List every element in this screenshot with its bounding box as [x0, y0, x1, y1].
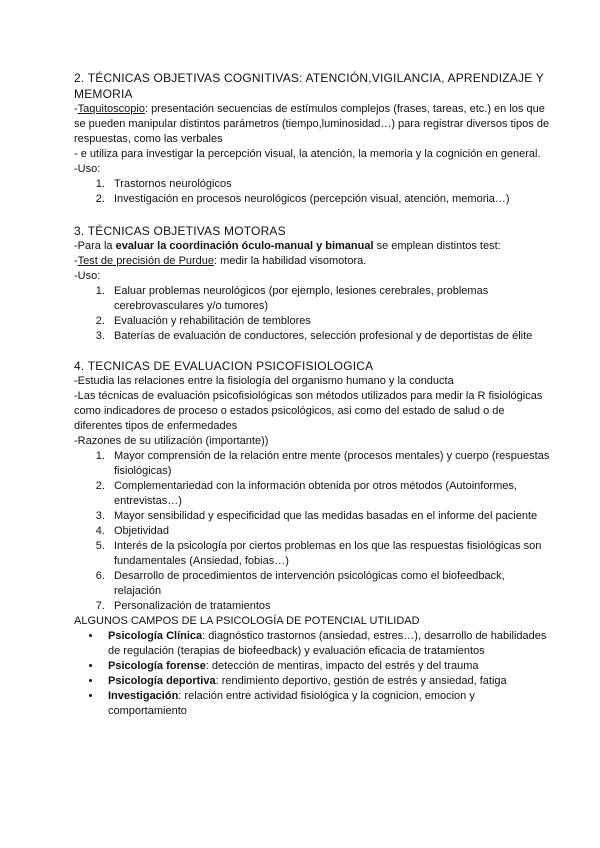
coordination-bold-text: evaluar la coordinación óculo-manual y bimanual: [115, 240, 374, 252]
field-text: : rendimiento deportivo, gestión de estrés y ansiedad, fatiga: [215, 675, 507, 687]
list-item: [102, 659, 550, 674]
taquitoscopio-term: Taquitoscopio: [77, 103, 145, 115]
list-item: [102, 629, 550, 659]
text: : medir la habilidad visomotora.: [214, 255, 367, 267]
section-4-line-1: -Estudia las relaciones entre la fisiología del organismo humano y la conducta: [74, 375, 454, 387]
section-4-line-2: -Las técnicas de evaluación psicofisiológicas son métodos utilizados para medir la R fisiológicas como indicadores de proceso o estados psicológicos, asi como del estado de salud o de diferentes tipos de enfermedades: [74, 390, 543, 432]
field-text: : relación entre actividad fisiológica y la cognicion, emocion y comportamiento: [108, 690, 475, 717]
section-2-uso-label: -Uso:: [74, 163, 101, 175]
dash: -: [74, 103, 78, 115]
list-item: 7. Personalización de tratamientos: [108, 599, 550, 614]
list-item: 4. Objetividad: [108, 524, 550, 539]
section-3-uso-list: [74, 284, 550, 344]
text: se emplean distintos test:: [373, 240, 501, 252]
section-2-title: 2. TÉCNICAS OBJETIVAS COGNITIVAS: ATENCIÓN,VIGILANCIA, APRENDIZAJE Y MEMORIA: [74, 71, 544, 101]
purdue-paragraph: [74, 254, 550, 269]
list-item: 6. Desarrollo de procedimientos de intervención psicológicas como el biofeedback, relajación: [108, 569, 550, 599]
reasons-list: [74, 449, 550, 614]
text: -Para la: [74, 240, 116, 252]
section-4-title: 4. TECNICAS DE EVALUACION PSICOFISIOLOGICA: [74, 359, 374, 373]
section-2-uso-list: [74, 177, 550, 207]
list-item: 2. Complementariedad con la información obtenida por otros métodos (Autoinformes, entrevistas…): [108, 479, 550, 509]
list-item: 5. Interés de la psicología por ciertos problemas en los que las respuestas fisiológicas son fundamentales (Ansiedad, fobias…): [108, 539, 550, 569]
fields-list: [74, 629, 550, 719]
field-name: Psicología deportiva: [108, 675, 216, 687]
list-item: 1. Ealuar problemas neurológicos (por ejemplo, lesiones cerebrales, problemas cerebrovasculares y/o tumores): [108, 284, 550, 314]
field-name: Psicología forense: [108, 660, 206, 672]
section-4-line-3: -Razones de su utilización (importante)): [74, 435, 269, 447]
section-3-title: 3. TÉCNICAS OBJETIVAS MOTORAS: [74, 224, 286, 238]
fields-title: ALGUNOS CAMPOS DE LA PSICOLOGÍA DE POTENCIAL UTILIDAD: [74, 615, 420, 627]
list-item: [102, 689, 550, 719]
list-item: 1. Mayor comprensión de la relación entre mente (procesos mentales) y cuerpo (respuestas fisiológicas): [108, 449, 550, 479]
purdue-term: Test de precisión de Purdue: [77, 255, 215, 267]
coordination-paragraph: [74, 239, 550, 254]
list-item: 1. Trastornos neurológicos: [108, 177, 550, 192]
list-item: 2. Investigación en procesos neurológicos (percepción visual, atención, memoria…): [108, 192, 550, 207]
taquitoscopio-paragraph: [74, 102, 550, 147]
field-name: Psicología Clínica: [108, 630, 203, 642]
list-item: 3. Baterías de evaluación de conductores, selección profesional y de deportistas de élite: [108, 329, 550, 344]
section-2-usage-note: - e utiliza para investigar la percepción visual, la atención, la memoria y la cognición en general.: [74, 148, 541, 160]
list-item: 3. Mayor sensibilidad y especificidad que las medidas basadas en el informe del paciente: [108, 509, 550, 524]
field-name: Investigación: [108, 690, 179, 702]
section-3-uso-label: -Uso:: [74, 270, 101, 282]
taquitoscopio-text: : presentación secuencias de estímulos complejos (frases, tareas, etc.) en los que se pueden manipular distintos parámetros (tiempo,luminosidad…) para registrar diversos tipos de respuestas, como las verbales: [74, 103, 550, 145]
dash: -: [74, 255, 78, 267]
list-item: 2. Evaluación y rehabilitación de temblores: [108, 314, 550, 329]
field-text: : diagnóstico trastornos (ansiedad, estres…), desarrollo de habilidades de regulación (terapias de biofeedback) y evaluación eficacia de tratamientos: [108, 630, 547, 657]
list-item: [102, 674, 550, 689]
field-text: : detección de mentiras, impacto del estrés y del trauma: [205, 660, 479, 672]
